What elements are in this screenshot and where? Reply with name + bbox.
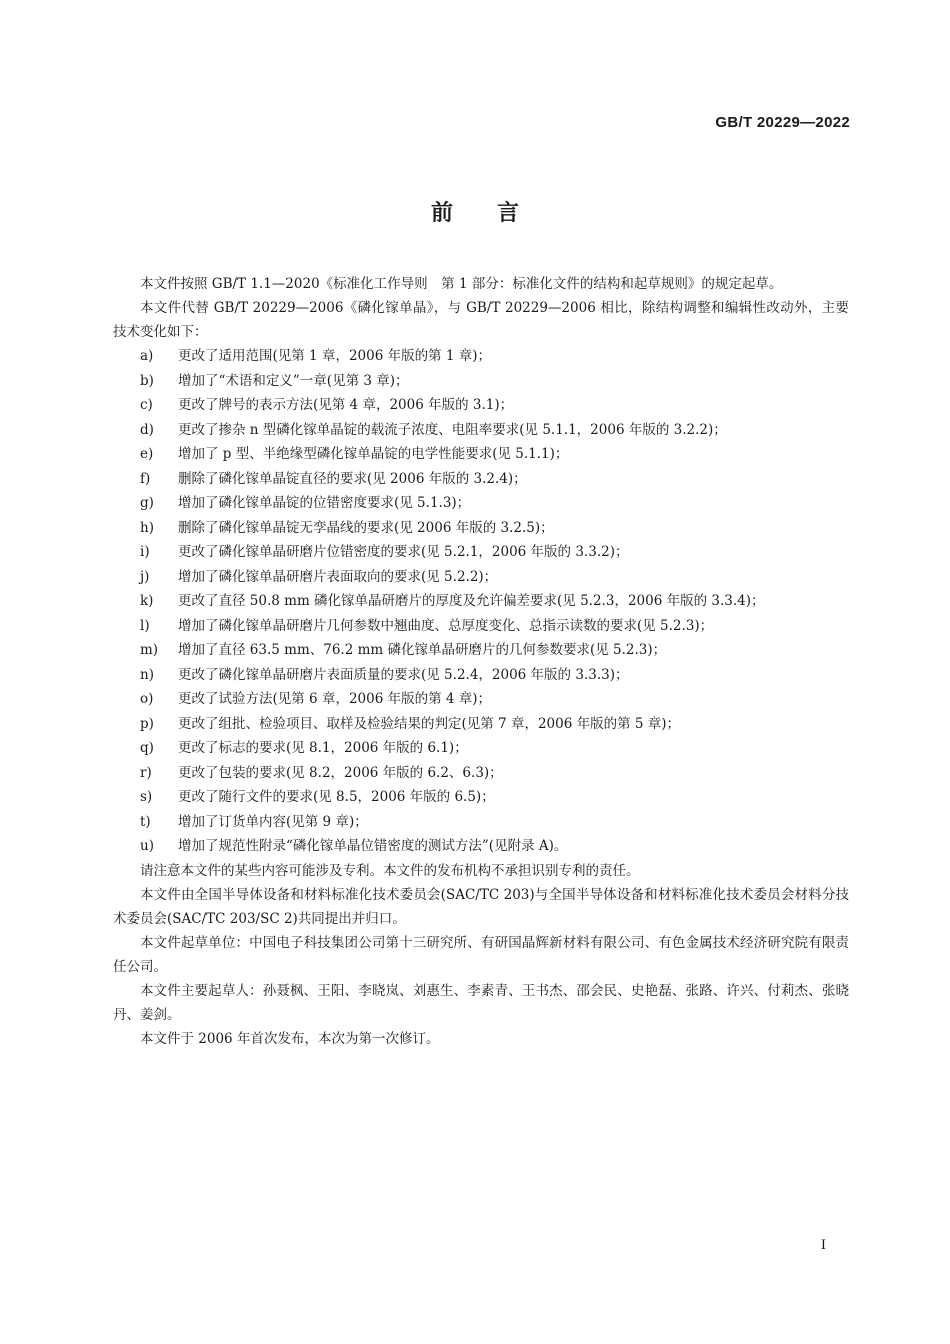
list-item-text: 更改了适用范围(见第 1 章，2006 年版的第 1 章)； (178, 348, 492, 364)
list-item-label: t) (140, 813, 151, 830)
list-item-text: 更改了掺杂 n 型磷化镓单晶锭的载流子浓度、电阻率要求(见 5.1.1，2006 年版的 3.2.2)； (178, 421, 727, 438)
list-item (113, 761, 849, 786)
list-item (113, 467, 849, 492)
change-list (113, 344, 849, 859)
list-item-label: o) (140, 691, 154, 707)
list-item (113, 369, 849, 394)
page-title: 前言 (430, 201, 563, 226)
list-item-text: 更改了包装的要求(见 8.2，2006 年版的 6.2、6.3)； (178, 764, 503, 781)
list-item-label: q) (140, 740, 154, 756)
list-item-label: e) (140, 446, 154, 462)
list-item (113, 614, 849, 639)
list-item-text: 增加了“术语和定义”一章(见第 3 章)； (178, 372, 409, 389)
list-item (113, 785, 849, 810)
list-item (113, 834, 849, 859)
list-item-label: r) (140, 764, 152, 781)
list-item-text: 更改了试验方法(见第 6 章，2006 年版的第 4 章)； (178, 691, 492, 707)
list-item (113, 663, 849, 688)
list-item-label: k) (140, 593, 154, 609)
list-item (113, 810, 849, 835)
paragraph: 请注意本文件的某些内容可能涉及专利。本文件的发布机构不承担识别专利的责任。 (140, 862, 640, 879)
list-item (113, 565, 849, 590)
list-item (113, 516, 849, 541)
list-item-text: 删除了磷化镓单晶锭无孪晶线的要求(见 2006 年版的 3.2.5)； (178, 519, 554, 536)
list-item-label: p) (140, 715, 154, 732)
list-item-label: m) (140, 642, 159, 658)
list-item (113, 589, 849, 614)
list-item-text: 增加了规范性附录“磷化镓单晶位错密度的测试方法”(见附录 A)。 (178, 838, 568, 854)
list-item-text: 增加了磷化镓单晶研磨片表面取向的要求(见 5.2.2)； (178, 568, 498, 585)
list-item-label: g) (140, 495, 154, 511)
list-item-label: d) (140, 421, 154, 438)
list-item-label: l) (140, 617, 150, 634)
list-item-text: 删除了磷化镓单晶锭直径的要求(见 2006 年版的 3.2.4)； (178, 470, 527, 487)
list-item-label: i) (140, 544, 150, 560)
list-item-text: 更改了磷化镓单晶研磨片表面质量的要求(见 5.2.4，2006 年版的 3.3.3)； (178, 666, 629, 683)
list-item (113, 418, 849, 443)
paragraph: 本文件于 2006 年首次发布，本次为第一次修订。 (140, 1030, 440, 1047)
list-item (113, 736, 849, 761)
list-item-text: 更改了组批、检验项目、取样及检验结果的判定(见第 7 章，2006 年版的第 5 章)； (178, 715, 681, 732)
list-item-label: j) (140, 568, 150, 585)
list-item-text: 增加了磷化镓单晶研磨片几何参数中翘曲度、总厚度变化、总指示读数的要求(见 5.2.3)； (178, 617, 714, 634)
list-item (113, 344, 849, 369)
list-item (113, 712, 849, 737)
list-item (113, 687, 849, 712)
closing-paragraphs (113, 859, 849, 1051)
list-item-label: n) (140, 666, 154, 683)
list-item-text: 更改了标志的要求(见 8.1，2006 年版的 6.1)； (178, 740, 468, 756)
list-item-text: 更改了随行文件的要求(见 8.5，2006 年版的 6.5)； (178, 789, 495, 805)
list-item-label: h) (140, 519, 154, 536)
paragraph: 本文件起草单位：中国电子科技集团公司第十三研究所、有研国晶辉新材料有限公司、有色金属技术经济研究院有限责任公司。 (113, 934, 849, 975)
list-item-label: s) (140, 789, 153, 805)
list-item-label: b) (140, 372, 154, 389)
paragraph: 本文件由全国半导体设备和材料标准化技术委员会(SAC/TC 203)与全国半导体设备和材料标准化技术委员会材料分技术委员会(SAC/TC 203/SC 2)共同提出并归口。 (113, 886, 849, 927)
list-item-label: c) (140, 397, 153, 413)
document-body (113, 272, 849, 1051)
list-item-label: u) (140, 838, 154, 854)
list-item-text: 更改了磷化镓单晶研磨片位错密度的要求(见 5.2.1，2006 年版的 3.3.2)； (178, 544, 629, 560)
list-item-text: 更改了牌号的表示方法(见第 4 章，2006 年版的 3.1)； (178, 397, 514, 413)
list-item-text: 更改了直径 50.8 mm 磷化镓单晶研磨片的厚度及允许偏差要求(见 5.2.3，2006 年版的 3.3.4)； (178, 593, 765, 609)
list-item-text: 增加了直径 63.5 mm、76.2 mm 磷化镓单晶研磨片的几何参数要求(见 5.2.3)； (178, 642, 667, 658)
paragraph: 本文件代替 GB/T 20229—2006《磷化镓单晶》，与 GB/T 20229—2006 相比，除结构调整和编辑性改动外，主要技术变化如下： (113, 300, 849, 340)
standard-code: GB/T 20229—2022 (715, 114, 850, 131)
list-item (113, 638, 849, 663)
paragraph: 本文件主要起草人：孙聂枫、王阳、李晓岚、刘惠生、李素青、王书杰、邵会民、史艳磊、张路、许兴、付莉杰、张晓丹、姜剑。 (113, 982, 849, 1023)
page-number: I (820, 1238, 826, 1253)
list-item-label: a) (140, 348, 154, 364)
list-item-text: 增加了磷化镓单晶锭的位错密度要求(见 5.1.3)； (178, 495, 471, 511)
list-item (113, 393, 849, 418)
list-item (113, 442, 849, 467)
list-item-label: f) (140, 470, 151, 487)
list-item (113, 540, 849, 565)
list-item-text: 增加了 p 型、半绝缘型磷化镓单晶锭的电学性能要求(见 5.1.1)； (178, 446, 569, 462)
paragraph: 本文件按照 GB/T 1.1—2020《标准化工作导则 第 1 部分：标准化文件的结构和起草规则》的规定起草。 (140, 276, 783, 292)
list-item-text: 增加了订货单内容(见第 9 章)； (178, 813, 368, 830)
intro-paragraphs (113, 272, 849, 344)
list-item (113, 491, 849, 516)
